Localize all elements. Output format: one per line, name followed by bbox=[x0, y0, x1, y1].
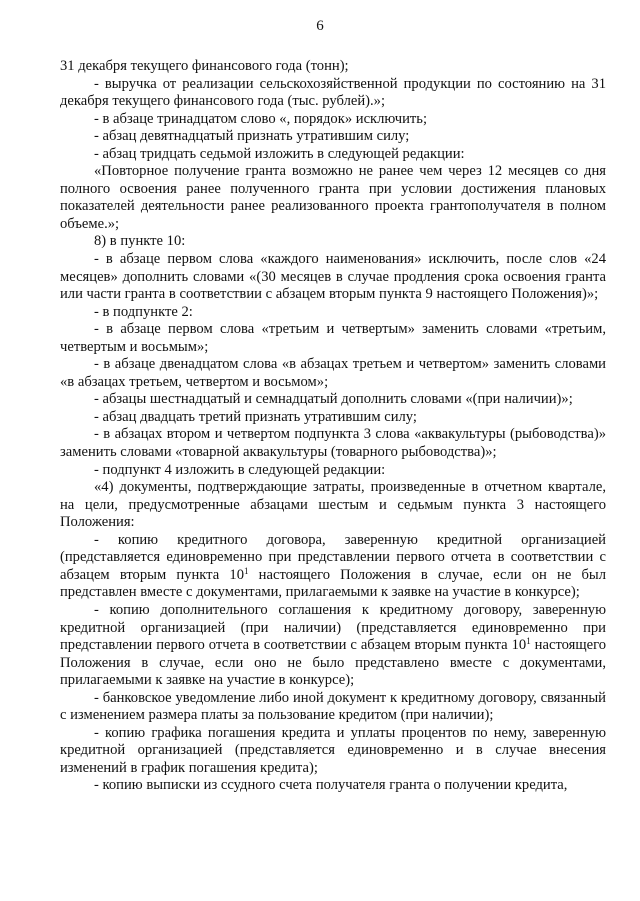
paragraph bbox=[60, 602, 606, 690]
paragraph: - в подпункте 2: bbox=[94, 303, 193, 320]
paragraph: - подпункт 4 изложить в следующей редакции: bbox=[94, 461, 386, 478]
paragraph-text: настоящего Положения в случае, если он не был представлен вместе с документами, прилагаемыми к заявке на участие в конкурсе); bbox=[60, 566, 606, 601]
paragraph: - абзацы шестнадцатый и семнадцатый дополнить словами «(при наличии)»; bbox=[94, 391, 573, 408]
superscript: 1 bbox=[244, 565, 249, 576]
paragraph: - копию графика погашения кредита и уплаты процентов по нему, заверенную кредитной организацией (представляется единовременно и в случае внесения изменений в график погашения кредита); bbox=[60, 724, 606, 776]
paragraph: «Повторное получение гранта возможно не ранее чем через 12 месяцев со дня полного освоения ранее полученного гранта при условии достижения плановых показателей деятельности ранее реализованного проекта грантополучателя в полном объеме.»; bbox=[60, 163, 606, 232]
paragraph: 8) в пункте 10: bbox=[94, 233, 186, 250]
paragraph bbox=[60, 532, 606, 602]
paragraph: - копию выписки из ссудного счета получателя гранта о получении кредита, bbox=[94, 777, 568, 794]
paragraph: - в абзаце двенадцатом слова «в абзацах третьем и четвертом» заменить словами «в абзацах третьем, четвертом и восьмом»; bbox=[60, 356, 606, 390]
page-number: 6 bbox=[316, 18, 324, 34]
paragraph: - банковское уведомление либо иной документ к кредитному договору, связанный с изменением размера платы за пользование кредитом (при наличии); bbox=[60, 689, 606, 724]
paragraph: - выручка от реализации сельскохозяйственной продукции по состоянию на 31 декабря текущего финансового года (тыс. рублей).»; bbox=[60, 75, 606, 110]
paragraph: «4) документы, подтверждающие затраты, произведенные в отчетном квартале, на цели, предусмотренные абзацами шестым и седьмым пункта 3 настоящего Положения: bbox=[60, 479, 606, 531]
paragraph: - абзац девятнадцатый признать утратившим силу; bbox=[94, 128, 410, 145]
paragraph: - абзац тридцать седьмой изложить в следующей редакции: bbox=[94, 145, 465, 162]
paragraph-text: - копию кредитного договора, заверенную кредитной организацией (представляется единовременно при представлении первого отчета в соответствии с абзацем вторым пункта 10 bbox=[60, 531, 606, 583]
paragraph: 31 декабря текущего финансового года (тонн); bbox=[60, 58, 349, 74]
paragraph: - в абзаце тринадцатом слово «, порядок» исключить; bbox=[94, 110, 428, 127]
paragraph-text: настоящего Положения в случае, если оно не было представлено вместе с документами, прилагаемыми к заявке на участие в конкурсе); bbox=[60, 637, 606, 689]
paragraph: - в абзацах втором и четвертом подпункта 3 слова «аквакультуры (рыбоводства)» заменить словами «товарной аквакультуры (товарного рыбоводства)»; bbox=[60, 426, 606, 461]
paragraph: - в абзаце первом слова «каждого наименования» исключить, после слов «24 месяцев» дополнить словами «(30 месяцев в случае продления срока освоения гранта или части гранта в соответствии с абзацем вторым пункта 9 настоящего Положения)»; bbox=[60, 251, 606, 303]
paragraph-text: - копию дополнительного соглашения к кредитному договору, заверенную кредитной организацией (при наличии) (представляется единовременно при представлении первого отчета в соответствии с абзацем вторым пункта 10 bbox=[60, 601, 606, 654]
paragraph: - абзац двадцать третий признать утратившим силу; bbox=[94, 408, 417, 425]
superscript: 1 bbox=[526, 636, 531, 647]
document-body bbox=[60, 58, 606, 795]
paragraph: - в абзаце первом слова «третьим и четвертым» заменить словами «третьим, четвертым и восьмым»; bbox=[60, 321, 606, 355]
